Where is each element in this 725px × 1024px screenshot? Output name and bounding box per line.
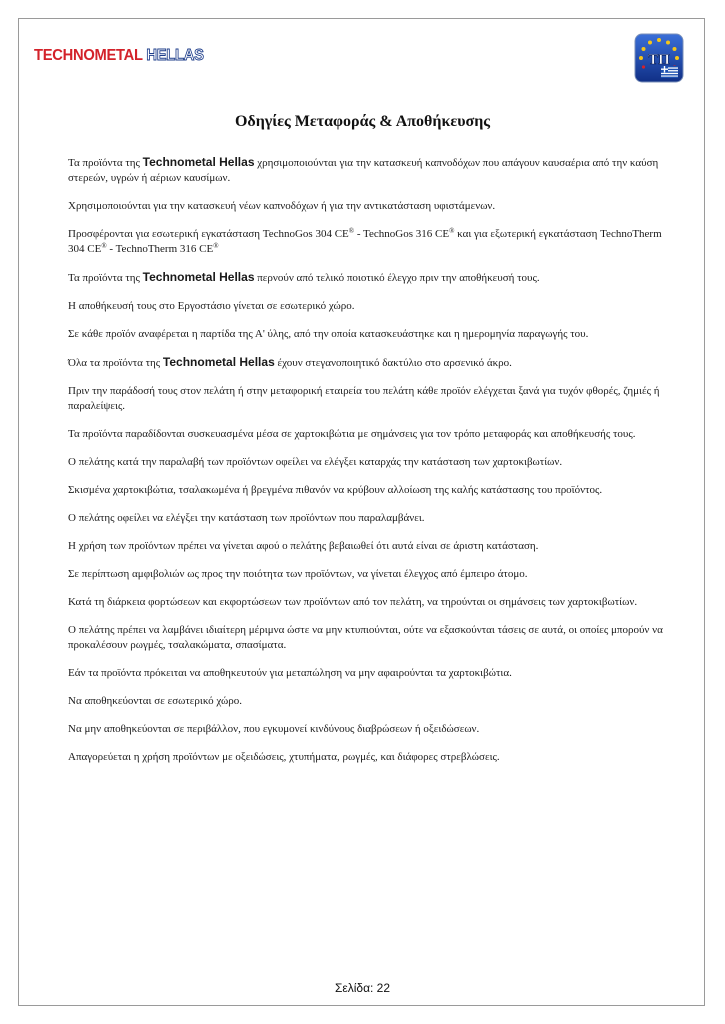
paragraph: Τα προϊόντα της Technometal Hellas χρησιμοποιούνται για την κατασκευή καπνοδόχων που απάγουν καυσαέρια από την καύση στερεών, υγρών ή αέριων καυσίμων. <box>68 155 659 184</box>
paragraph: Σκισμένα χαρτοκιβώτια, τσαλακωμένα ή βρεγμένα πιθανόν να κρύβουν αλλοίωση της καλής κατάστασης του προϊόντος. <box>68 484 603 496</box>
paragraph: Πριν την παράδοσή τους στον πελάτη ή στην μεταφορική εταιρεία του πελάτη κάθε προϊόν ελέγχεται ξανά για τυχόν φθορές, ζημιές ή παραλείψεις. <box>68 385 660 412</box>
company-logo <box>34 47 204 65</box>
logo-sub-text: HELLAS <box>146 47 204 64</box>
paragraph: Εάν τα προϊόντα πρόκειται να αποθηκευτούν για μεταπώληση να μην αφαιρούνται τα χαρτοκιβώτια. <box>68 667 512 679</box>
paragraph: Όλα τα προϊόντα της Technometal Hellas έχουν στεγανοποιητικό δακτύλιο στο αρσενικό άκρο. <box>68 355 512 369</box>
paragraph: Ο πελάτης οφείλει να ελέγξει την κατάσταση των προϊόντων που παραλαμβάνει. <box>68 512 425 524</box>
page-title: Οδηγίες Μεταφοράς & Αποθήκευσης <box>234 113 491 130</box>
eu-program-logo-icon <box>634 33 684 83</box>
paragraph: Χρησιμοποιούνται για την κατασκευή νέων καπνοδόχων ή για την αντικατάσταση υφιστάμενων. <box>68 200 496 212</box>
brand-name: Technometal Hellas <box>142 155 255 169</box>
paragraph: Τα προϊόντα της Technometal Hellas περνούν από τελικό ποιοτικό έλεγχο πριν την αποθήκευσή τους. <box>68 270 540 284</box>
paragraph: Σε περίπτωση αμφιβολιών ως προς την ποιότητα των προϊόντων, να γίνεται έλεγχος από έμπειρο άτομο. <box>68 568 528 580</box>
paragraph: Να μην αποθηκεύονται σε περιβάλλον, που εγκυμονεί κινδύνους διαβρώσεων ή οξειδώσεων. <box>68 723 480 735</box>
paragraph: Η αποθήκευσή τους στο Εργοστάσιο γίνεται σε εσωτερικό χώρο. <box>68 300 355 312</box>
paragraph: Σε κάθε προϊόν αναφέρεται η παρτίδα της Α' ύλης, από την οποία κατασκευάστηκε και η ημερομηνία παραγωγής του. <box>68 328 589 340</box>
paragraph: Ο πελάτης πρέπει να λαμβάνει ιδιαίτερη μέριμνα ώστε να μην κτυπιούνται, ούτε να εξασκούνται τάσεις σε αυτά, οι οποίες μπορούν να προκαλέσουν ρωγμές, τσαλακώματα, σπασίματα. <box>68 624 663 651</box>
paragraph: Τα προϊόντα παραδίδονται συσκευασμένα μέσα σε χαρτοκιβώτια με σημάνσεις για τον τρόπο μεταφοράς και αποθήκευσής τους. <box>68 428 636 440</box>
brand-name: Technometal Hellas <box>162 355 275 369</box>
paragraph: Να αποθηκεύονται σε εσωτερικό χώρο. <box>68 695 243 707</box>
paragraph: Η χρήση των προϊόντων πρέπει να γίνεται αφού ο πελάτης βεβαιωθεί ότι αυτά είναι σε άριστη κατάσταση. <box>68 540 539 552</box>
page-number: Σελίδα: 22 <box>334 981 391 995</box>
badge-text: ΤΠ <box>648 52 670 68</box>
paragraph: Προσφέρονται για εσωτερική εγκατάσταση TechnoGos 304 CE® - TechnoGos 316 CE® και για εξωτερική εγκατάσταση TechnoTherm 304 CE® - TechnoTherm 316 CE® <box>68 227 662 255</box>
paragraph: Απαγορεύεται η χρήση προϊόντων με οξειδώσεις, χτυπήματα, ρωγμές, και διάφορες στρεβλώσεις. <box>68 751 500 763</box>
document-body <box>68 155 668 778</box>
logo-main-text: TECHNOMETAL <box>34 47 143 64</box>
brand-name: Technometal Hellas <box>142 270 255 284</box>
paragraph: Κατά τη διάρκεια φορτώσεων και εκφορτώσεων των προϊόντων από τον πελάτη, να τηρούνται οι σημάνσεις των χαρτοκιβωτίων. <box>68 596 638 608</box>
paragraph: Ο πελάτης κατά την παραλαβή των προϊόντων οφείλει να ελέγξει καταρχάς την κατάσταση των χαρτοκιβωτίων. <box>68 456 563 468</box>
